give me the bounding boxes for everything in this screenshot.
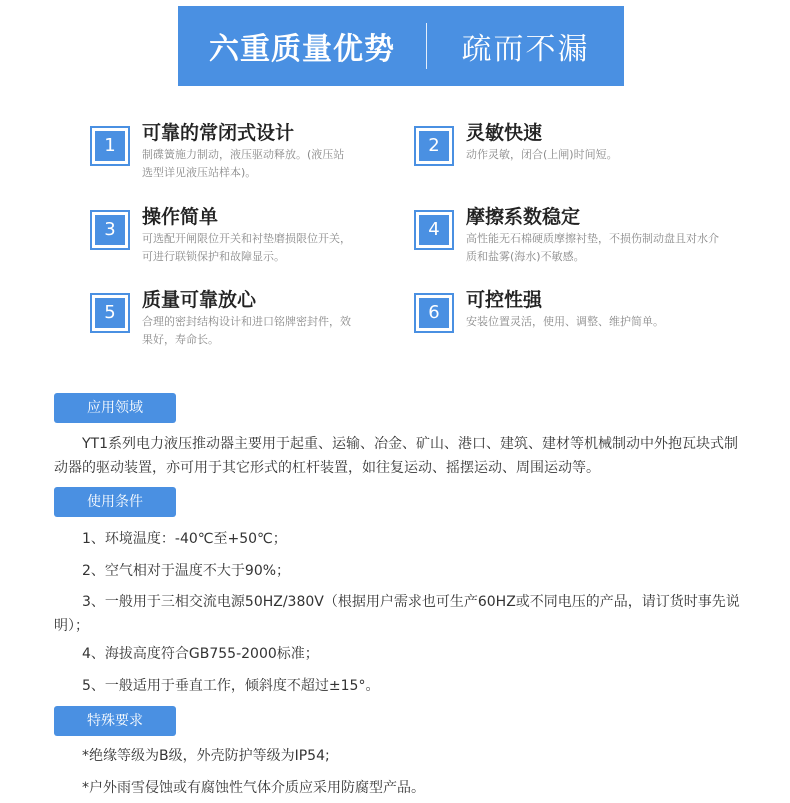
feature-description: 动作灵敏，闭合(上闸)时间短。 (466, 148, 618, 161)
application-tag: 应用领域 (54, 393, 176, 423)
feature-3 (90, 202, 390, 272)
feature-2 (414, 118, 714, 188)
conditions-tag: 使用条件 (54, 487, 176, 517)
feature-title: 操作简单 (142, 206, 219, 228)
feature-title: 可控性强 (466, 289, 543, 311)
feature-6 (414, 285, 714, 355)
feature-description: 合理的密封结构设计和进口铭牌密封件，效果好，寿命长。 (142, 315, 351, 346)
feature-number: 6 (419, 298, 449, 328)
feature-number: 1 (95, 131, 125, 161)
feature-number-box (90, 126, 130, 166)
condition-item: 3、一般用于三相交流电源50HZ/380V（根据用户需求也可生产60HZ或不同电压的产品，请订货时事先说明）； (54, 594, 740, 634)
feature-number: 5 (95, 298, 125, 328)
feature-title: 摩擦系数稳定 (466, 206, 581, 228)
application-text: YT1系列电力液压推动器主要用于起重、运输、冶金、矿山、港口、建筑、建材等机械制动中外抱瓦块式制动器的驱动装置，亦可用于其它形式的杠杆装置，如往复运动、摇摆运动、周围运动等。 (54, 436, 739, 476)
feature-number: 4 (419, 215, 449, 245)
feature-description: 安装位置灵活，使用、调整、维护简单。 (466, 315, 664, 328)
feature-number-box (90, 210, 130, 250)
feature-title: 质量可靠放心 (142, 289, 257, 311)
feature-number-box (414, 293, 454, 333)
special-item: *户外雨雪侵蚀或有腐蚀性气体介质应采用防腐型产品。 (82, 780, 425, 796)
feature-number: 3 (95, 215, 125, 245)
condition-item: 5、一般适用于垂直工作，倾斜度不超过±15°。 (82, 678, 380, 694)
condition-item: 4、海拔高度符合GB755-2000标准； (82, 646, 319, 662)
feature-number-box (414, 210, 454, 250)
feature-description: 可选配开闸限位开关和衬垫磨损限位开关，可进行联锁保护和故障显示。 (142, 232, 351, 263)
feature-title: 灵敏快速 (466, 122, 543, 144)
feature-description: 制碟簧施力制动，液压驱动释放。(液压站选型详见液压站样本)。 (142, 148, 345, 179)
feature-4 (414, 202, 719, 272)
feature-number-box (414, 126, 454, 166)
special-tag: 特殊要求 (54, 706, 176, 736)
header-banner (178, 6, 624, 86)
banner-title: 六重质量优势 (209, 32, 395, 67)
feature-number-box (90, 293, 130, 333)
banner-subtitle: 疏而不漏 (461, 32, 590, 67)
condition-item: 1、环境温度：-40℃至+50℃； (82, 531, 287, 547)
feature-1 (90, 118, 390, 188)
condition-item: 2、空气相对于温度不大于90%； (82, 563, 291, 579)
special-item: *绝缘等级为B级，外壳防护等级为IP54; (82, 748, 330, 764)
feature-title: 可靠的常闭式设计 (142, 122, 295, 144)
feature-5 (90, 285, 390, 355)
feature-description: 高性能无石棉硬质摩擦衬垫，不损伤制动盘且对水介质和盐雾(海水)不敏感。 (466, 232, 719, 263)
feature-number: 2 (419, 131, 449, 161)
